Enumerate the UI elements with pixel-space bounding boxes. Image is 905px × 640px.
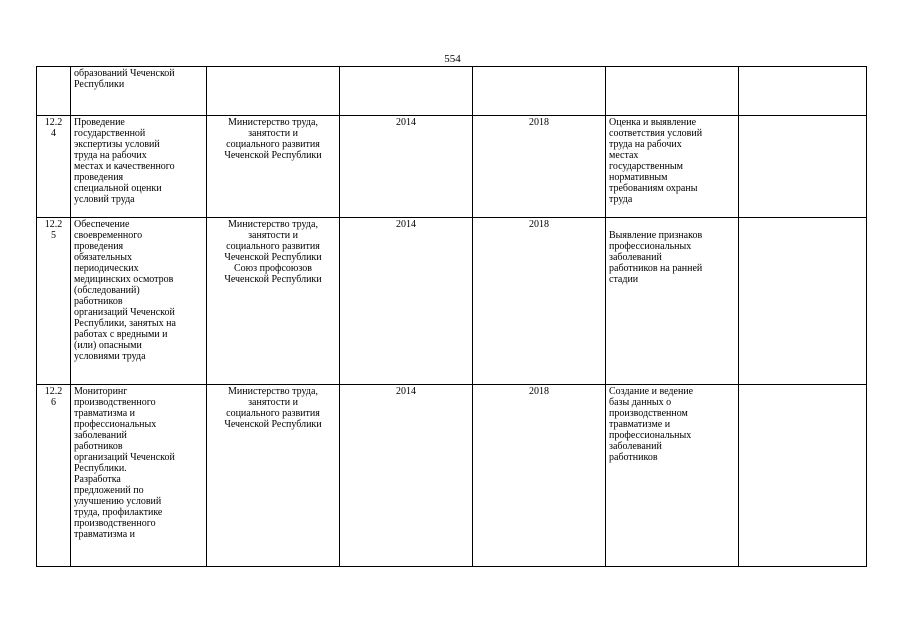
end-year-cell: 2018 xyxy=(473,385,606,567)
extra-cell xyxy=(739,116,867,218)
row-number: 12.2 5 xyxy=(37,218,71,385)
end-year-cell xyxy=(473,67,606,116)
start-year-cell: 2014 xyxy=(340,218,473,385)
action-cell: образований Чеченской Республики xyxy=(71,67,207,116)
row-number: 12.2 6 xyxy=(37,385,71,567)
action-cell: Проведение государственной экспертизы условий труда на рабочих местах и качественного проведения специальной оценки условий труда xyxy=(71,116,207,218)
row-number xyxy=(37,67,71,116)
program-table xyxy=(36,66,867,567)
page-number: 554 xyxy=(444,53,461,65)
executor-cell: Министерство труда, занятости и социального развития Чеченской Республики Союз профсоюзов Чеченской Республики xyxy=(207,218,340,385)
extra-cell xyxy=(739,385,867,567)
action-cell: Мониторинг производственного травматизма и профессиональных заболеваний работников организаций Чеченской Республики. Разработка предложений по улучшению условий труда, профилактике производственного травматизма и xyxy=(71,385,207,567)
result-cell xyxy=(606,67,739,116)
table-row xyxy=(37,116,867,218)
end-year-cell: 2018 xyxy=(473,116,606,218)
extra-cell xyxy=(739,67,867,116)
result-cell: Создание и ведение базы данных о производственном травматизме и профессиональных заболеваний работников xyxy=(606,385,739,567)
table-row xyxy=(37,218,867,385)
start-year-cell: 2014 xyxy=(340,385,473,567)
result-cell: Оценка и выявление соответствия условий труда на рабочих местах государственным нормативным требованиям охраны труда xyxy=(606,116,739,218)
end-year-cell: 2018 xyxy=(473,218,606,385)
executor-cell: Министерство труда, занятости и социального развития Чеченской Республики xyxy=(207,116,340,218)
result-cell: Выявление признаков профессиональных заболеваний работников на ранней стадии xyxy=(606,218,739,385)
extra-cell xyxy=(739,218,867,385)
table-row xyxy=(37,67,867,116)
start-year-cell: 2014 xyxy=(340,116,473,218)
table-row xyxy=(37,385,867,567)
row-number: 12.2 4 xyxy=(37,116,71,218)
executor-cell: Министерство труда, занятости и социального развития Чеченской Республики xyxy=(207,385,340,567)
executor-cell xyxy=(207,67,340,116)
start-year-cell xyxy=(340,67,473,116)
action-cell: Обеспечение своевременного проведения обязательных периодических медицинских осмотров (обследований) работников организаций Чеченской Республики, занятых на работах с вредными и (или) опасными условиями труда xyxy=(71,218,207,385)
